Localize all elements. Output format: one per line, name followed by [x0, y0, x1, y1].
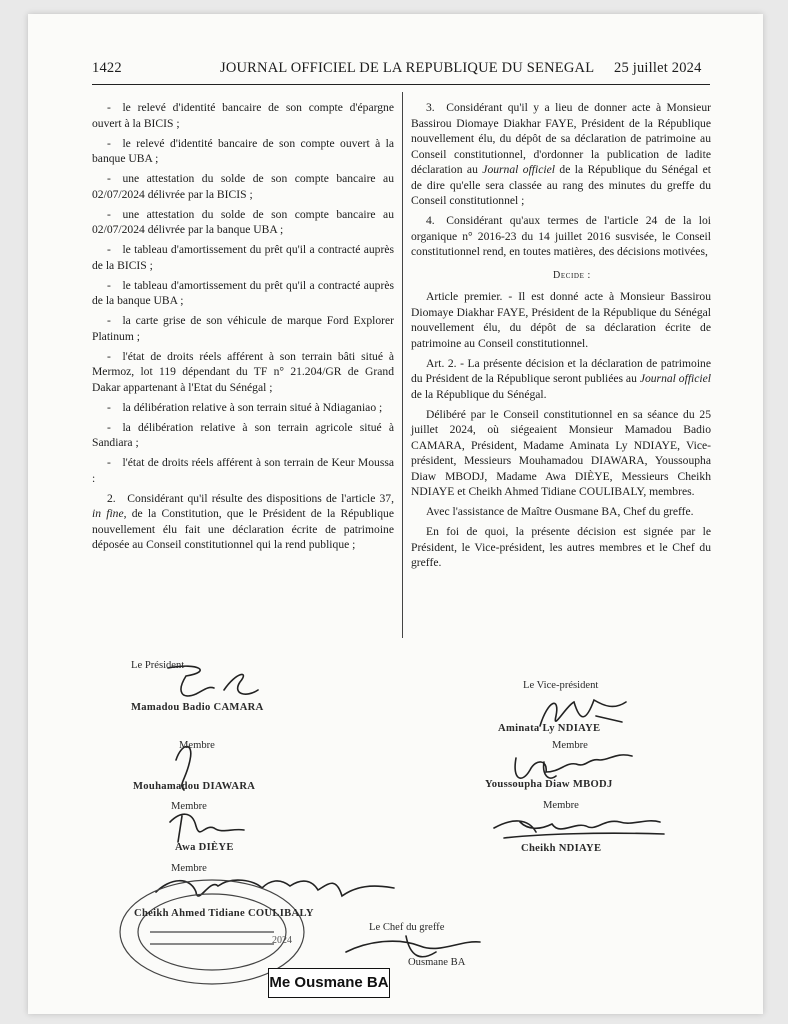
- article-premier: Article premier. - Il est donné acte à Monsieur Bassirou Diomaye Diakhar FAYE, Président de la République du Sénégal nouvellement élu, du dépôt de sa déclaration écrite de patrimoine au Conseil constitutionnel.: [411, 290, 711, 350]
- list-item: - la délibération relative à son terrain agricole situé à Sandiara ;: [92, 420, 394, 449]
- list-item: - une attestation du solde de son compte bancaire au 02/07/2024 délivrée par la BICIS ;: [92, 172, 394, 201]
- member-role: Membre: [179, 740, 215, 751]
- member-name-cheikh-ndiaye: Cheikh NDIAYE: [521, 843, 602, 854]
- member-name-mbodj: Youssoupha Diaw MBODJ: [485, 779, 613, 790]
- considerant-3: 3. Considérant qu'il y a lieu de donner acte à Monsieur Bassirou Diomaye Diakhar FAYE, Président de la République nouvellement élu, du dépôt de sa déclaration de patrimoine au Conseil constitutionnel, d'ordonner la publication de ladite déclaration au Journal officiel de la République du Sénégal et de dire qu'elle sera classée au rang des minutes du greffe du Conseil constitutionnel ;: [411, 101, 711, 207]
- page-number: 1422: [92, 60, 122, 76]
- journal-title: JOURNAL OFFICIEL DE LA REPUBLIQUE DU SENEGAL: [220, 60, 595, 76]
- president-role: Le Président: [131, 660, 185, 671]
- closing-paragraph: En foi de quoi, la présente décision est signée par le Président, le Vice-président, les autres membres et le Chef du greffe.: [411, 525, 711, 569]
- member-role: Membre: [543, 800, 579, 811]
- member-role: Membre: [171, 863, 207, 874]
- considerant-4: 4. Considérant qu'aux termes de l'article 24 de la loi organique n° 2016-23 du 14 juillet 2016 susvisée, le Conseil constitutionnel rend, en toutes matières, des décisions motivées,: [411, 214, 711, 258]
- cheikh-ndiaye-signature: [494, 821, 664, 838]
- name-stamp: Me Ousmane BA: [268, 968, 390, 998]
- member-name-diawara: Mouhamadou DIAWARA: [133, 781, 256, 792]
- assistance-paragraph: Avec l'assistance de Maître Ousmane BA, Chef du greffe.: [426, 505, 694, 518]
- member-name-coulibaly: Cheikh Ahmed Tidiane COULIBALY: [134, 908, 314, 919]
- greffe-name: Ousmane BA: [408, 957, 466, 968]
- considerant-2: 2. Considérant qu'il résulte des dispositions de l'article 37, in fine, de la Constitution, que le Président de la République nouvellement élu fait une déclaration écrite de patrimoine déposée au Conseil constitutionnel qui la rend publique ;: [92, 491, 394, 551]
- member-name-dieye: Awa DIÈYE: [175, 842, 234, 853]
- list-item: - la carte grise de son véhicule de marque Ford Explorer Platinum ;: [92, 314, 394, 343]
- decide-heading: Decide :: [553, 269, 591, 281]
- member-role: Membre: [171, 801, 207, 812]
- list-item: - la délibération relative à son terrain situé à Ndiaganiao ;: [107, 400, 383, 414]
- list-item: - le tableau d'amortissement du prêt qu'il a contracté auprès de la BICIS ;: [92, 243, 394, 272]
- vice-president-role: Le Vice-président: [523, 680, 599, 691]
- president-name: Mamadou Badio CAMARA: [131, 702, 264, 713]
- list-item: - l'état de droits réels afférent à son terrain de Keur Moussa :: [92, 456, 394, 485]
- list-item: - une attestation du solde de son compte bancaire au 02/07/2024 délivrée par la banque UBA ;: [92, 207, 394, 236]
- vice-president-name: Aminata Ly NDIAYE: [498, 723, 601, 734]
- deliberation-paragraph: Délibéré par le Conseil constitutionnel en sa séance du 25 juillet 2024, où siégeaient Monsieur Mamadou Badio CAMARA, Président, Madame Aminata Ly NDIAYE, Vice-président, Messieurs Mouhamadou DIAWARA, Youssoupha Diaw MBODJ, Madame Awa DIÈYE, Messieurs Cheikh NDIAYE et Cheikh Ahmed Tidiane COULIBALY, membres.: [411, 407, 711, 498]
- member-role: Membre: [552, 740, 588, 751]
- stamp-date: 2024: [272, 935, 292, 946]
- list-item: - l'état de droits réels afférent à son terrain bâti situé à Mermoz, lot 119 dépendant du TF n° 21.204/GR de Grand Dakar appartenant à l'Etat du Sénégal ;: [92, 349, 394, 394]
- list-item: - le relevé d'identité bancaire de son compte d'épargne ouvert à la BICIS ;: [92, 101, 394, 130]
- greffe-signature: [346, 936, 480, 957]
- dieye-signature: [170, 814, 244, 842]
- list-item: - le relevé d'identité bancaire de son compte ouvert à la banque UBA ;: [92, 136, 394, 165]
- article-2: Art. 2. - La présente décision et la déclaration de patrimoine du Président de la République seront publiées au Journal officiel de la République du Sénégal.: [411, 356, 711, 401]
- issue-date: 25 juillet 2024: [614, 60, 702, 76]
- mbodj-signature: [515, 755, 632, 778]
- list-item: - le tableau d'amortissement du prêt qu'il a contracté auprès de la banque UBA ;: [92, 278, 394, 307]
- greffe-role: Le Chef du greffe: [369, 922, 445, 933]
